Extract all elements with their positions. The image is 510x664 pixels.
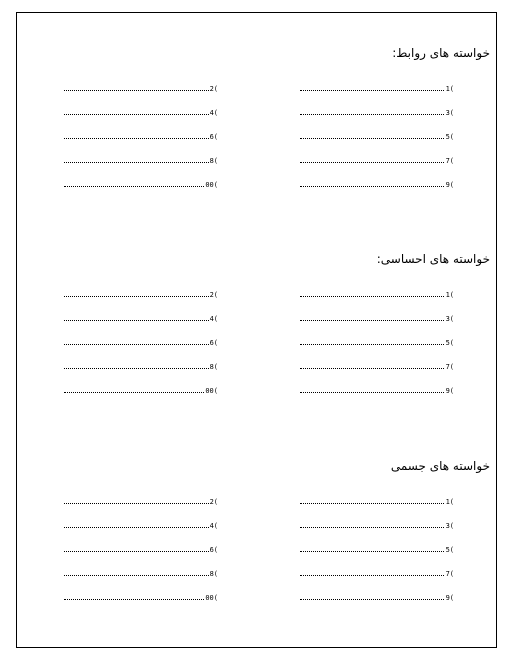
entry-field-6[interactable] [64,337,218,349]
entry-field-5[interactable] [300,337,454,349]
dotted-line [64,344,209,345]
dotted-line [300,551,444,552]
dotted-line [64,90,209,91]
entry-number: 9( [445,181,454,189]
entry-field-9[interactable] [300,592,454,604]
entry-field-8[interactable] [64,155,218,167]
dotted-line [300,344,444,345]
dotted-line [300,114,444,115]
entry-number: 7( [445,570,454,578]
entry-number: 6( [209,546,218,554]
entry-field-5[interactable] [300,544,454,556]
dotted-line [64,527,209,528]
dotted-line [64,320,209,321]
entry-number: 4( [209,522,218,530]
dotted-line [300,503,444,504]
entry-number: 4( [209,109,218,117]
entry-field-7[interactable] [300,568,454,580]
entry-field-5[interactable] [300,131,454,143]
dotted-line [300,320,444,321]
dotted-line [64,114,209,115]
section-title-relationships: خواسته های روابط: [392,46,490,60]
section-title-emotional: خواسته های احساسی: [376,252,490,266]
entry-field-9[interactable] [300,385,454,397]
entry-field-3[interactable] [300,313,454,325]
entry-field-1[interactable] [300,289,454,301]
entry-field-10[interactable] [64,592,218,604]
entry-field-7[interactable] [300,155,454,167]
entry-field-2[interactable] [64,83,218,95]
dotted-line [300,138,444,139]
entry-number: 8( [209,570,218,578]
entry-field-6[interactable] [64,131,218,143]
entry-number: 2( [209,498,218,506]
entry-field-3[interactable] [300,107,454,119]
entry-number: 1( [445,85,454,93]
dotted-line [300,392,444,393]
section-title-physical: خواسته های جسمی [390,459,490,473]
entry-number: 7( [445,363,454,371]
entry-number: 1( [445,498,454,506]
entry-number: 00( [205,387,218,395]
dotted-line [64,368,209,369]
entry-number: 6( [209,133,218,141]
entry-field-1[interactable] [300,496,454,508]
entry-field-9[interactable] [300,179,454,191]
entry-number: 5( [445,546,454,554]
entry-number: 5( [445,339,454,347]
dotted-line [64,296,209,297]
dotted-line [300,90,444,91]
dotted-line [300,368,444,369]
entry-number: 00( [205,181,218,189]
entry-field-10[interactable] [64,385,218,397]
entry-field-2[interactable] [64,496,218,508]
entry-field-8[interactable] [64,361,218,373]
entry-number: 3( [445,109,454,117]
entry-field-3[interactable] [300,520,454,532]
entry-number: 8( [209,157,218,165]
entry-number: 3( [445,315,454,323]
entry-field-4[interactable] [64,520,218,532]
entry-number: 3( [445,522,454,530]
entry-number: 7( [445,157,454,165]
entry-number: 5( [445,133,454,141]
dotted-line [64,138,209,139]
dotted-line [300,527,444,528]
entry-field-1[interactable] [300,83,454,95]
entry-number: 1( [445,291,454,299]
dotted-line [64,186,204,187]
dotted-line [64,162,209,163]
entry-field-4[interactable] [64,313,218,325]
dotted-line [64,551,209,552]
entry-number: 9( [445,594,454,602]
entry-number: 8( [209,363,218,371]
entry-number: 2( [209,291,218,299]
dotted-line [64,599,204,600]
dotted-line [64,575,209,576]
entry-field-7[interactable] [300,361,454,373]
dotted-line [64,503,209,504]
entry-field-4[interactable] [64,107,218,119]
entry-number: 4( [209,315,218,323]
entry-field-6[interactable] [64,544,218,556]
entry-number: 6( [209,339,218,347]
dotted-line [64,392,204,393]
entry-number: 00( [205,594,218,602]
dotted-line [300,186,444,187]
dotted-line [300,599,444,600]
entry-field-10[interactable] [64,179,218,191]
entry-number: 9( [445,387,454,395]
entry-number: 2( [209,85,218,93]
dotted-line [300,575,444,576]
entry-field-8[interactable] [64,568,218,580]
dotted-line [300,296,444,297]
entry-field-2[interactable] [64,289,218,301]
dotted-line [300,162,444,163]
